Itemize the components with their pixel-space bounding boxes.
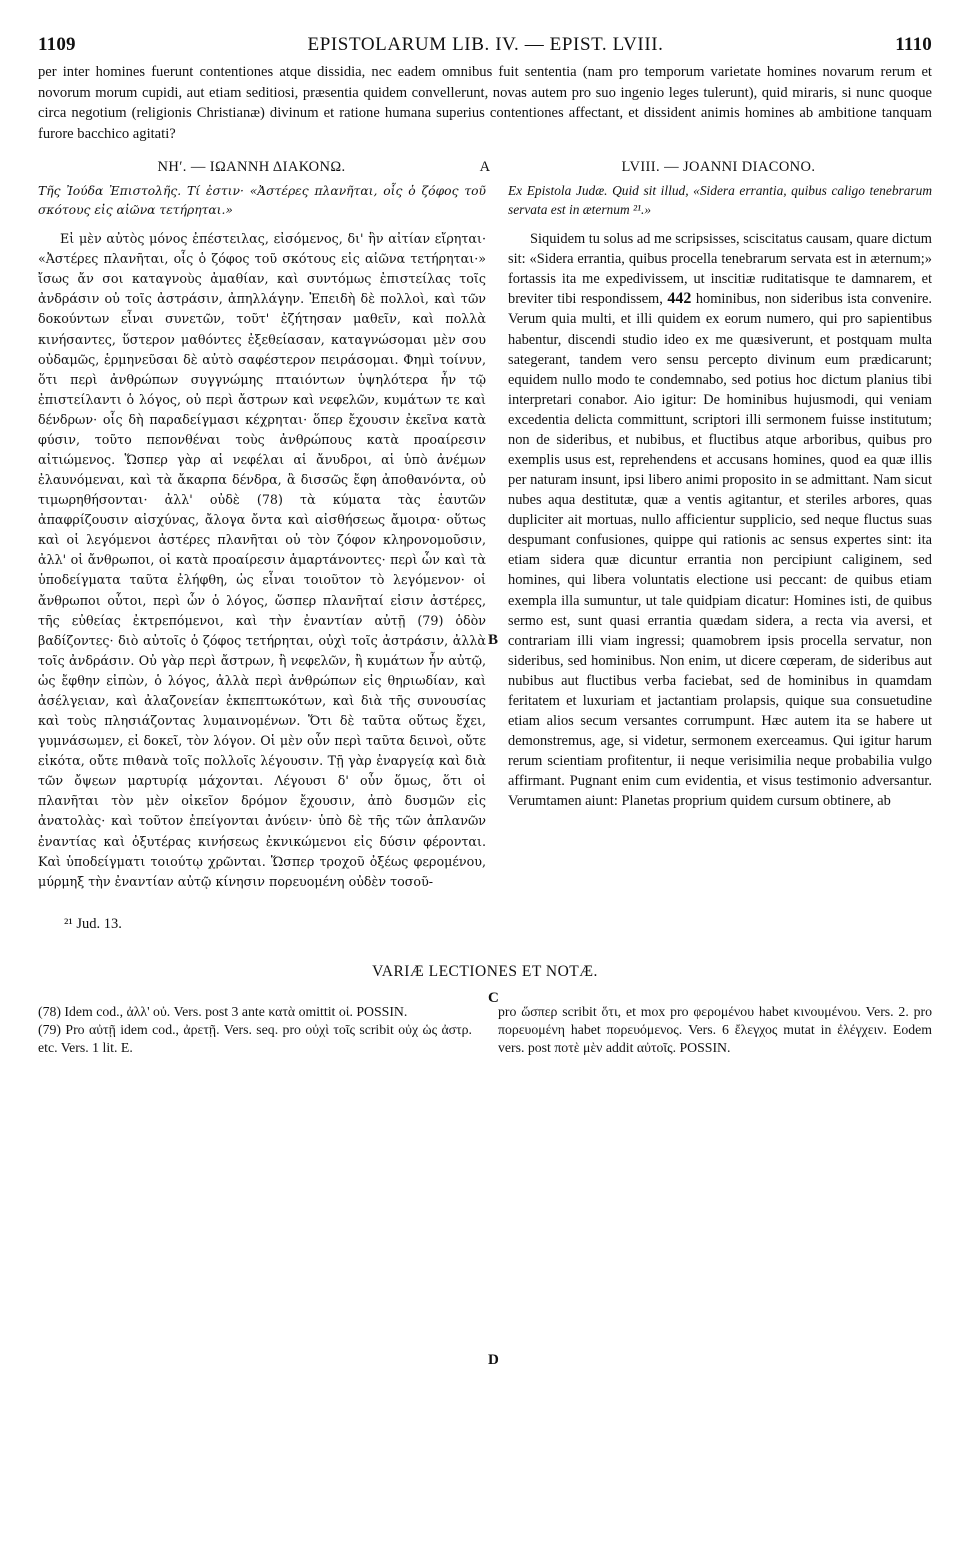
- margin-mark-b: B: [488, 631, 499, 648]
- note-79: (79) Pro αὐτῇ idem cod., ἀρετῇ. Vers. seq. pro οὐχὶ τοῖς scribit οὐχ ὡς ἀστρ. etc. Vers. 1 lit. E.: [38, 1021, 472, 1055]
- latin-body: [508, 229, 932, 811]
- column-marker-a: A: [479, 158, 491, 175]
- greek-column: [38, 182, 486, 892]
- column-number: 442: [667, 290, 692, 308]
- intro-paragraph: per inter homines fuerunt contentiones atque dissidia, nec eadem omnibus fuit sententia (nam pro temporum varietate homines novarum rerum et novorum morum cupidi, aut etiam seditiosi, præsentia quidem convellerunt, novas autem pro suo ingenio leges tulerunt), quid miraris, si nunc quoque circa negotium (religionis Christianæ) divinum et ratione humana superius contentiones affectant, et dissident animis homines ab ambitione tanquam furore bacchico agitati?: [38, 64, 932, 142]
- notes-heading: VARIÆ LECTIONES ET NOTÆ.: [372, 962, 598, 980]
- left-page-number: 1109: [38, 34, 76, 55]
- latin-body-part1: Siquidem tu solus ad me scripsisses, sciscitatus causam, quare dictum sit: «Sidera errantia, quibus procella tenebrarum servata est in æternum;» fortassis ita me expedivissem, ut inscitiæ ruditatisque te damnarem, et breviter tibi respondissem,: [508, 231, 932, 308]
- margin-mark-d: D: [488, 1351, 499, 1368]
- notes-left-column: [38, 1003, 472, 1057]
- latin-letter-title: LVIII. — JOANNI DIACONO.: [621, 158, 816, 175]
- letter-titles: [38, 159, 932, 176]
- margin-mark-c: C: [488, 989, 499, 1006]
- notes-right-column: [498, 1003, 932, 1057]
- latin-column: [508, 182, 932, 892]
- running-title: EPISTOLARUM LIB. IV. — EPIST. LVIII.: [307, 34, 664, 55]
- page: [38, 34, 932, 1368]
- right-page-number: 1110: [895, 34, 932, 55]
- margin-markers: [486, 182, 508, 1368]
- greek-subtitle: Τῆς Ἰούδα Ἐπιστολῆς. Τί ἐστιν· «Ἀστέρες πλανῆται, οἷς ὁ ζόφος τοῦ σκότους εἰς αἰῶνα τετήρηται.»: [38, 183, 486, 217]
- greek-body: Εἰ μὲν αὐτὸς μόνος ἐπέστειλας, εἰσόμενος, δι' ἣν αἰτίαν εἴρηται· «Ἀστέρες πλανῆται, οἷς ὁ ζόφος τοῦ σκότους εἰς αἰῶνα τετήρηται·» ἴσως ἄν σοι καταγνοὺς ἀμαθίαν, καὶ συντόμως ἐπιστείλας τοῖς ἀνδράσιν οὐ τοῖς ἀστράσιν, ἀπηλλάγην. Ἐπειδὴ δὲ πολλοὶ, καὶ τῶν δοκούντων εἶναι συνετῶν, τοῦτ' ἐζήτησαν μαθεῖν, καὶ πολλὰ κινήσαντες, ὕστερον μαθόντες ἐξεθείασαν, καταγνώσομαι μὲν σου οὐδαμῶς, ἑρμηνεῦσαι δὲ αὐτὸ σαφέστερον πειράσομαι. Φημὶ τοίνυν, ὅτι περὶ ἀνθρώπων συγγνώμης πταιόντων ὑψηλότερα ἦν τῷ ἐπιστείλαντι ὁ λόγος, οὐ περὶ ἄστρων καὶ νεφελῶν, κυμάτων τε καὶ δένδρων· οἷς δὴ παραδείγμασι κέχρηται· ὅπερ ἔχουσιν ἐκεῖνα κατὰ φύσιν, τοῦτο πεπονθέναι τοὺς ἀνθρώπους κατὰ προαίρεσιν αἰτιώμενος. Ὥσπερ γὰρ αἱ νεφέλαι αἱ ἄνυδροι, αἱ ὑπὸ ἀνέμων ἐλαυνόμεναι, καὶ τὰ ἄκαρπα δένδρα, ἃ δισσῶς ἔφη ἀποθανόντα, οὐ τιμωρηθήσονται· ἀλλ' οὐδὲ (78) τὰ κύματα τὰς ἑαυτῶν ἀπαφρίζουσιν αἰσχύνας, ἄλογα ὄντα καὶ αἰσθήσεως ἄμοιρα· οὕτως καὶ οἱ λεγόμενοι ἀστέρες πλανῆται οὐ τὸν ζόφον κληρονομοῦσιν, ἀλλ' οἱ ἄνθρωποι, οἱ κατὰ προαίρεσιν ἁμαρτάνοντες· περὶ ὧν καὶ τὰ ὑποδείγματα ταῦτα ἐλήφθη, ὡς εἶναι τοιοῦτον τὸ λεγόμενον· οἱ ἄνθρωποι οὗτοι, περὶ ὧν ὁ λόγος, ὥσπερ πλανῆταί εἰσιν ἀστέρες, τῆς εὐθείας ἐκτρεπόμενοι, καὶ τὴν ἐναντίαν αὐτῇ (79) ὁδὸν βαδίζοντες· διὸ αὐτοῖς ὁ ζόφος τετήρηται, οὐχὶ τοῖς ἀστράσιν, ἀλλὰ τοῖς ἀνδράσιν. Οὐ γὰρ περὶ ἄστρων, ἢ νεφελῶν, ἢ κυμάτων ἦν αὐτῷ, ὡς ἔφθην εἰπὼν, ὁ λόγος, ἀλλὰ περὶ ἀνθρώπων εἰς θηριωδίαν, καὶ ἀσέλγειαν, καὶ ἀλαζονείαν ἐκπεπτωκότων, καὶ διὰ τῆς συνουσίας καὶ τοὺς πλησιάζοντας λυμαινομένων. Ὅτι δὲ ταῦτα οὕτως ἔχει, γυμνάσωμεν, εἰ δοκεῖ, τὸν λόγον. Οἱ μὲν οὖν περὶ ταῦτα δεινοὶ, οὔτε εἰκότα, οὔτε πιθανὰ τοῖς πολλοῖς λέγουσιν. Τῇ γὰρ ἐναργείᾳ καὶ διὰ τῶν ὄψεων μαρτυρίᾳ μάχονται. Λέγουσι δ' οὖν ὅμως, ὅτι οἱ πλανῆται τὸν μὲν οἰκεῖον δρόμον ἔχουσιν, ἀπὸ δυσμῶν εἰς ἀνατολὰς· καὶ τοῦτον ἐπείγονται ἀνύειν· ὑπὸ δὲ τῆς τῶν ἀπλανῶν ἐναντίας καὶ ὀξυτέρας κινήσεως ἐκνικώμενοι εἰς δύσιν φέρονται. Καὶ ὑποδείγματι τοιούτῳ χρῶνται. Ὥσπερ τροχοῦ ὀξέως φερομένου, μύρμηξ τὴν ἐναντίαν αὐτῷ κίνησιν πορευομένη οὐδὲν τοσοῦ-: [38, 231, 486, 889]
- latin-subtitle: Ex Epistola Judæ. Quid sit illud, «Sidera errantia, quibus caligo tenebrarum servata est in æternum ²¹.»: [508, 182, 932, 217]
- note-continuation: pro ὥσπερ scribit ὅτι, et mox pro φερομένου habet κινουμένου. Vers. 2. pro πορευομένη habet πορευόμενος. Vers. 6 ἔλεγχος mutat in ἐλέγχειν. Eodem vers. post ποτὲ μὲν addit αὐτοῖς. POSSIN.: [498, 1003, 932, 1055]
- notes-section: [38, 1003, 932, 1057]
- footnote: ²¹ Jud. 13.: [64, 915, 122, 932]
- running-header: [38, 34, 932, 60]
- note-78: (78) Idem cod., ἀλλ' οὐ. Vers. post 3 ante κατὰ omittit οἱ. POSSIN.: [38, 1003, 408, 1019]
- greek-letter-title: ΝΗʹ. — ΙΩΑΝΝΗ ΔΙΑΚΟΝΩ.: [157, 158, 346, 175]
- latin-body-part2: hominibus, non sideribus ista convenire. Verum quia multi, et illi quidem ex eorum numero, qui pro sapientibus habentur, discendi studio ideo ex me quæsiverunt, et postquam multa sategerant, tandem vero sensu percepto divinum eum prædicarunt; equidem nullo modo te condemnabo, sed potius hoc dictum planius tibi interpretari conabor. Aio igitur: De hominibus hujusmodi, qui veniam excedentia delicta committunt, scriptori illi sermonem fuisse institutum; non de sideribus, et nubibus, et fluctibus atque arboribus, quibus pro exemplis usus est, reprehendens et accusans homines, quod ea quæ illis per naturam insunt, ipsi libero animi proposito in se admittant. Nam sicut nubes aqua destitutæ, quæ a ventis agitantur, et steriles arbores, quas dupliciter ait mortuas, nullo afficientur supplicio, sed neque fluctus suas despumant confusiones, quippe qui rationis ac sensus expertes sint: ita etiam sidera quæ dicuntur errantia non percipiunt caliginem, sed homines, qui libera voluntatis electione usi peccant: de quibus etiam exempla illa sumuntur, ut tale quidpiam dicatur: Homines isti, de quibus sermo est, sunt quasi errantia quædam sidera, a recta via aversi, et contrariam illi viam ingressi; quamobrem ipsis procella servatur, non sideribus, sed hominibus. Non enim, ut dicere cœperam, de sideribus aut nubibus aut fluctibus verba faciebat, sed de hominibus in quamdam feritatem et luxuriam et jactantiam prolapsis, quique sua consuetudine etiam alios secum versantes corrumpunt. Hæc autem ita se habere ut demonstremus, age, si videtur, sermonem exerceamus. Qui igitur harum rerum scientiam profitentur, ii neque verisimilia neque probabilia vulgo affirmant. Pugnant enim cum evidentia, et visus testimonio adversantur. Verumtamen aiunt: Planetas proprium quidem cursum obtinere, ab: [508, 291, 932, 810]
